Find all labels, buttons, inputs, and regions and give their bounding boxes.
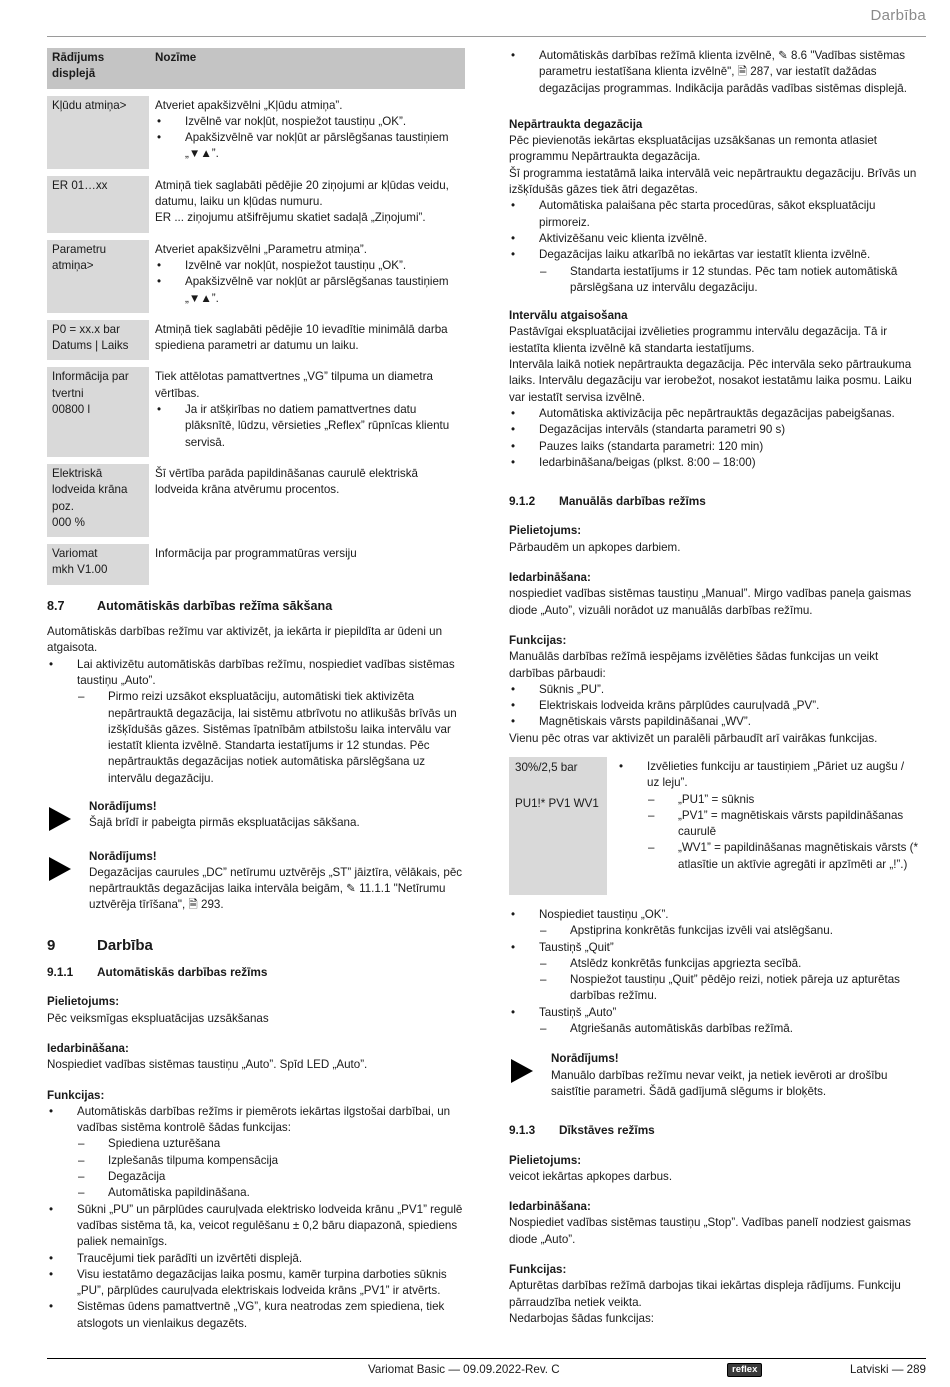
- display-value: Parametru atmiņa>: [52, 242, 107, 272]
- list-item: – Atgriešanās automātiskās darbības režīmā.: [539, 1021, 919, 1037]
- display-value: PU1!* PV1 WV1: [515, 797, 599, 811]
- dash-list: [539, 1021, 919, 1037]
- meaning-text: ER ... ziņojumu atšifrējumu skatiet sadaļā „Ziņojumi”.: [155, 211, 426, 225]
- header-rule: [47, 36, 926, 37]
- bullet-list: [47, 657, 465, 787]
- table-row: [47, 367, 465, 456]
- paragraph: nospiediet vadības sistēmas taustiņu „Manual”. Mirgo vadības paneļa gaismas diode „Auto”, vizuāli norādot uz manuālās darbības režīmu.: [509, 587, 912, 617]
- list-item: [509, 940, 919, 1005]
- label-start: Iedarbināšana:: [47, 1041, 129, 1055]
- list-item: – Pirmo reizi uzsākot ekspluatāciju, automātiski tiek aktivizēta nepārtrauktā degazācija, lai sistēmu atbrīvotu no atlikušās brīvās un izšķīdušās gāzes. Sistēmas īpatnībām atbilstošu laika intervālu var iestatīt klienta izvēlnē. Standarta iestatījums ir 12 stundas. Pēc nepārtrauktās degazācijas notiek automātiska pārslēgšana uz intervālu degazāciju.: [77, 689, 465, 787]
- list-item-text: Lai aktivizētu automātiskās darbības režīmu, nospiediet vadības sistēmas taustiņu „Auto”.: [77, 657, 455, 687]
- chapter-number: 9: [47, 936, 56, 954]
- chapter-title: Darbība: [97, 936, 153, 954]
- label-start: Iedarbināšana:: [509, 1200, 591, 1214]
- subheading-continuous-degassing: Nepārtraukta degazācija: [509, 117, 643, 131]
- display-value: 000 %: [52, 515, 85, 529]
- list-item: [617, 759, 919, 873]
- note-box: [47, 849, 465, 914]
- note-title: Norādījums!: [551, 1052, 619, 1066]
- display-cell: [47, 320, 149, 361]
- meaning-cell: [149, 367, 465, 456]
- note-box: [509, 1051, 919, 1100]
- display-cell: [47, 240, 149, 313]
- list-item: • Apakšizvēlnē var nokļūt ar pārslēgšanas taustiņiem „▼▲”.: [155, 130, 460, 163]
- paragraph: Nospiediet vadības sistēmas taustiņu „Stop”. Vadības panelī nodziest gaismas diode „Auto”.: [509, 1216, 911, 1246]
- list-item: – „PV1” = magnētiskais vārsts papildināšanas caurulē: [647, 808, 919, 841]
- list-item: [47, 1104, 465, 1202]
- paragraph: Automātiskās darbības režīmu var aktivizēt, ja iekārta ir piepildīta ar ūdeni un atgaisota.: [47, 625, 443, 655]
- note-text: Šajā brīdī ir pabeigta pirmās ekspluatācijas sākšana.: [89, 816, 360, 830]
- meaning-text: Šī vērtība parāda papildināšanas caurulē elektriskā lodveida krāna atvērumu procentos.: [155, 466, 418, 497]
- list-item: • Izvēlnē var nokļūt, nospiežot taustiņu „OK”.: [155, 258, 460, 274]
- list-item: – „PU1” = sūknis: [647, 792, 919, 808]
- dash-list: [647, 792, 919, 873]
- note-text: Manuālo darbības režīmu nevar veikt, ja netiek ievēroti ar drošību saistītie parametri. Šādā gadījumā slēgums ir bloķēts.: [551, 1068, 888, 1098]
- function-table-meaning-cell: [607, 757, 919, 895]
- left-column: [47, 48, 465, 1332]
- meaning-text: Tiek attēlotas pamattvertnes „VG” tilpuma un diametra vērtības.: [155, 370, 433, 400]
- section-number: 9.1.1: [47, 965, 74, 980]
- meaning-cell: [149, 176, 465, 233]
- list-item: – Standarta iestatījums ir 12 stundas. Pēc tam notiek automātiskā pārslēgšana uz intervālu degazāciju.: [539, 264, 919, 297]
- section-9-1-3-heading: [509, 1122, 919, 1138]
- function-table: [509, 757, 919, 895]
- note-title: Norādījums!: [89, 799, 157, 813]
- section-number: 9.1.3: [509, 1123, 536, 1138]
- display-value: Variomat: [52, 547, 98, 561]
- list-item-text: Degazācijas laiku atkarībā no iekārtas var iestatīt klienta izvēlnē.: [539, 248, 871, 262]
- list-item: • Sistēmas ūdens pamattvertnē „VG”, kura neatrodas zem spiediena, tiek atslogots un vienlaikus degazēts.: [47, 1299, 465, 1332]
- meaning-cell: [149, 240, 465, 313]
- footer-page-info: Latviski — 289: [849, 1363, 926, 1376]
- label-usage: Pielietojums:: [509, 1153, 582, 1167]
- table-header-display: Rādījums displejā: [47, 48, 149, 89]
- list-item: – Spiediena uzturēšana: [77, 1136, 465, 1152]
- paragraph: Pēc pievienotās iekārtas ekspluatācijas uzsākšanas un remonta atlasiet programmu Nepārtraukta degazācija.: [509, 134, 877, 164]
- table-row: [47, 464, 465, 537]
- meaning-cell: [149, 320, 465, 361]
- section-8-7-heading: [47, 598, 465, 614]
- label-start: Iedarbināšana:: [509, 571, 591, 585]
- reflex-logo: reflex: [727, 1363, 762, 1377]
- list-item: – „WV1” = papildināšanas magnētiskais vārsts (* atlasītie un aktīvie agregāti ir apzīmēti ar „!”.): [647, 840, 919, 873]
- list-item: • Automātiska palaišana pēc starta procedūras, sākot ekspluatāciju pirmoreiz.: [509, 198, 919, 231]
- running-header-title: Darbība: [870, 7, 926, 24]
- display-cell: [47, 367, 149, 456]
- chapter-9-heading: [47, 938, 465, 954]
- note-arrow-icon: [511, 1059, 533, 1083]
- list-item-text: Izvēlieties funkciju ar taustiņiem „Pāriet uz augšu / uz leju”.: [647, 759, 905, 790]
- list-item: • Automātiskās darbības režīmā klienta izvēlnē, ✎ 8.6 "Vadības sistēmas parametru iestatīšana klienta izvēlnē", 🗎 287, var iestatīt dažādas degazācijas programmas. Indikācija parādās vadības sistēmas displejā.: [509, 48, 919, 97]
- bullet-list: [155, 258, 460, 307]
- section-9-1-1-heading: [47, 964, 465, 980]
- section-title: Automātiskās darbības režīms: [97, 965, 268, 980]
- list-item: – Nospiežot taustiņu „Quit” pēdējo reizi, notiek pāreja uz apturētas darbības režīmu.: [539, 972, 919, 1005]
- table-header-row: [47, 48, 465, 89]
- list-item: [509, 1005, 919, 1038]
- list-item: • Sūkni „PU” un pārplūdes cauruļvada elektrisko lodveida krānu „PV1” regulē vadības sistēma tā, ka, veicot regulēšanu ± 0,2 bāru diapazonā, spiediens paliek nemainīgs.: [47, 1202, 465, 1251]
- section-number: 9.1.2: [509, 494, 536, 509]
- meaning-cell: [149, 544, 465, 585]
- display-value: Datums | Laiks: [52, 339, 129, 353]
- list-item: • Ja ir atšķirības no datiem pamattvertnes datu plāksnītē, lūdzu, vērsieties „Reflex” rūpnīcas klientu servisā.: [155, 402, 460, 451]
- list-item: • Sūknis „PU”.: [509, 682, 919, 698]
- list-item: – Automātiska papildināšana.: [77, 1185, 465, 1201]
- display-value: 00800 l: [52, 403, 91, 417]
- list-item: • Pauzes laiks (standarta parametri: 120 min): [509, 439, 919, 455]
- paragraph: Vienu pēc otras var aktivizēt un paralēli pārbaudīt arī vairākas funkcijas.: [509, 731, 878, 745]
- dash-list: [77, 689, 465, 787]
- display-value: P0 = xx.x bar: [52, 322, 120, 336]
- paragraph: Pastāvīgai ekspluatācijai izvēlieties programmu intervālu degazācija. Tā ir iestatīta klienta izvēlnē kā standarta iestatījums.: [509, 325, 888, 355]
- display-value: mkh V1.00: [52, 563, 108, 577]
- note-box: [47, 799, 465, 832]
- display-value: Elektriskā lodveida krāna poz.: [52, 466, 128, 513]
- bullet-list: [509, 406, 919, 471]
- table-row: [47, 544, 465, 585]
- note-arrow-icon: [49, 857, 71, 881]
- list-item: [509, 907, 919, 940]
- list-item: • Elektriskais lodveida krāns pārplūdes cauruļvadā „PV”.: [509, 698, 919, 714]
- list-item-text: Taustiņš „Auto”: [539, 1005, 617, 1019]
- note-arrow-icon: [49, 807, 71, 831]
- list-item: • Degazācijas intervāls (standarta parametri 90 s): [509, 422, 919, 438]
- table-row: [47, 176, 465, 233]
- list-item: • Magnētiskais vārsts papildināšanai „WV”.: [509, 714, 919, 730]
- paragraph: Šī programma iestatāmā laika intervālā veic nepārtrauktu degazāciju. Brīvās un izšķīdušās gāzes tiek ātri degazētas.: [509, 166, 917, 197]
- display-cell: [47, 176, 149, 233]
- list-item: • Visu iestatāmo degazācijas laika posmu, kamēr turpina darboties sūknis „PU”, pārplūdes cauruļvada elektriskais lodveida krāns „PV1” ir atvērts.: [47, 1267, 465, 1300]
- paragraph: Pēc veiksmīgas ekspluatācijas uzsākšanas: [47, 1011, 269, 1025]
- section-title: Automātiskās darbības režīma sākšana: [97, 598, 333, 613]
- bullet-list: [509, 682, 919, 731]
- bullet-list: [509, 198, 919, 296]
- paragraph: Nospiediet vadības sistēmas taustiņu „Auto”. Spīd LED „Auto”.: [47, 1058, 368, 1072]
- paragraph: Nedarbojas šādas funkcijas:: [509, 1311, 655, 1325]
- meaning-text: Atveriet apakšizvēlni „Kļūdu atmiņa”.: [155, 98, 343, 112]
- list-item-text: Automātiskās darbības režīms ir piemērots iekārtas ilgstošai darbībai, un vadības sistēma kontrolē šādas funkcijas:: [77, 1104, 451, 1135]
- meaning-text: Informācija par programmatūras versiju: [155, 547, 357, 561]
- display-value: Informācija par tvertni: [52, 370, 129, 400]
- display-cell: [47, 544, 149, 585]
- subheading-interval-degassing: Intervālu atgaisošana: [509, 309, 628, 323]
- label-usage: Pielietojums:: [509, 524, 582, 538]
- paragraph: Apturētas darbības režīmā darbojas tikai iekārtas displeja rādījums. Funkciju pārraudzība netiek veikta.: [509, 1279, 901, 1309]
- label-usage: Pielietojums:: [47, 995, 120, 1009]
- display-cell: [47, 464, 149, 537]
- list-item: • Apakšizvēlnē var nokļūt ar pārslēgšanas taustiņiem „▼▲”.: [155, 274, 460, 307]
- table-row: [47, 240, 465, 313]
- bullet-list: [47, 1104, 465, 1332]
- bullet-list: [155, 114, 460, 163]
- meaning-text: Atmiņā tiek saglabāti pēdējie 20 ziņojumi ar kļūdas veidu, datumu, laiku un kļūdas numuru.: [155, 178, 449, 209]
- meaning-text: Atmiņā tiek saglabāti pēdējie 10 ievadītie minimālā darba spiediena parametri ar datumu un laiku.: [155, 322, 448, 353]
- display-value: 30%/2,5 bar: [515, 760, 578, 774]
- paragraph: Pārbaudēm un apkopes darbiem.: [509, 540, 681, 554]
- label-functions: Funkcijas:: [47, 1088, 105, 1102]
- dash-list: [77, 1136, 465, 1201]
- list-item: • Automātiska aktivizācija pēc nepārtrauktās degazācijas pabeigšanas.: [509, 406, 919, 422]
- list-item: • Traucējumi tiek parādīti un izvērtēti displejā.: [47, 1251, 465, 1267]
- dash-list: [539, 264, 919, 297]
- bullet-list: [509, 48, 919, 97]
- display-value: Kļūdu atmiņa>: [52, 98, 127, 112]
- table-row: [47, 96, 465, 169]
- table-header-meaning: Nozīme: [149, 48, 465, 89]
- list-item: [47, 657, 465, 787]
- dash-list: [539, 923, 919, 939]
- bullet-list: [617, 759, 919, 873]
- bullet-list: [509, 907, 919, 1037]
- dash-list: [539, 956, 919, 1005]
- list-item-text: Nospiediet taustiņu „OK”.: [539, 907, 669, 921]
- paragraph: Manuālās darbības režīmā iespējams izvēlēties šādas funkcijas un veikt darbības pārbaudi:: [509, 650, 879, 680]
- footer-rule: [47, 1358, 926, 1359]
- table-row: [47, 320, 465, 361]
- section-title: Dīkstāves režīms: [559, 1123, 655, 1138]
- list-item: – Degazācija: [77, 1169, 465, 1185]
- display-table: [47, 41, 465, 592]
- function-table-display-cell: [509, 757, 607, 895]
- list-item: • Iedarbināšana/beigas (plkst. 8:00 – 18:00): [509, 455, 919, 471]
- section-title: Manuālās darbības režīms: [559, 494, 706, 509]
- footer-document-info: Variomat Basic — 09.09.2022-Rev. C: [368, 1363, 560, 1376]
- note-title: Norādījums!: [89, 849, 157, 863]
- list-item: – Izplešanās tilpuma kompensācija: [77, 1153, 465, 1169]
- list-item: • Izvēlnē var nokļūt, nospiežot taustiņu „OK”.: [155, 114, 460, 130]
- bullet-list: [155, 402, 460, 451]
- paragraph: veicot iekārtas apkopes darbus.: [509, 1169, 673, 1183]
- meaning-cell: [149, 96, 465, 169]
- section-number: 8.7: [47, 598, 65, 613]
- display-cell: [47, 96, 149, 169]
- right-column: [509, 48, 919, 1327]
- list-item: [509, 247, 919, 296]
- section-9-1-2-heading: [509, 493, 919, 509]
- list-item: – Atslēdz konkrētās funkcijas apgriezta secībā.: [539, 956, 919, 972]
- label-functions: Funkcijas:: [509, 633, 567, 647]
- note-text: Degazācijas caurules „DC” netīrumu uztvērējs „ST” jāiztīra, vēlākais, pēc nepārtrauktās degazācijas laika intervāla beigām, ✎ 11.1.1 "Netīrumu uztvērēja tīrīšana", 🗎 293.: [89, 865, 463, 912]
- label-functions: Funkcijas:: [509, 1263, 567, 1277]
- meaning-text: Atveriet apakšizvēlni „Parametru atmiņa”.: [155, 242, 367, 256]
- display-value: ER 01…xx: [52, 178, 108, 192]
- list-item: – Apstiprina konkrētās funkcijas izvēli vai atslēgšanu.: [539, 923, 919, 939]
- meaning-cell: [149, 464, 465, 537]
- paragraph: Intervāla laikā notiek nepārtraukta degazācija. Pēc intervāla seko pārtraukuma laiks. Intervālu degazāciju var ierobežot, nosakot iestatāmu laika posmu. Laiku var iestatīt servisa izvēlnē.: [509, 358, 912, 404]
- list-item-text: Taustiņš „Quit”: [539, 940, 614, 954]
- table-body: [47, 96, 465, 585]
- list-item: • Aktivizēšanu veic klienta izvēlnē.: [509, 231, 919, 247]
